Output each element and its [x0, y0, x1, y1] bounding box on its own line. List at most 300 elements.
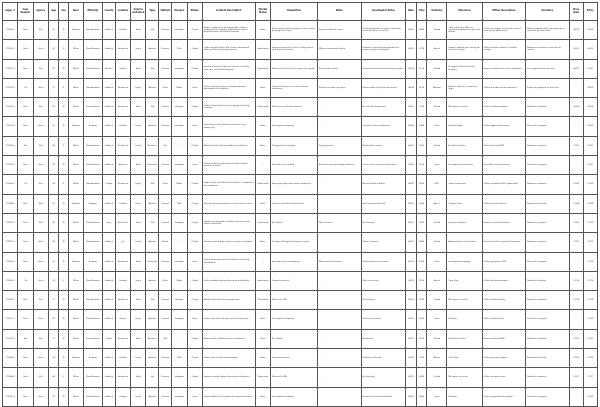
table-cell: Firearm: [159, 40, 172, 59]
table-cell: —: [569, 117, 583, 136]
table-cell: Self: [146, 59, 159, 78]
table-cell: Residence: [115, 329, 130, 348]
table-cell: Narrative complete.: [526, 233, 570, 252]
table-cell: Canvass of area conducted.: [361, 117, 406, 136]
table-cell: Blade: [172, 271, 187, 290]
table-cell: Shot: [18, 252, 33, 271]
table-cell: Spouse located subject deceased in bedroom.: [202, 368, 255, 387]
table-cell: 07/18: [569, 291, 583, 310]
table-cell: M: [59, 117, 68, 136]
table-cell: 171575-1: [3, 329, 18, 348]
table-cell: Assault: [146, 40, 159, 59]
table-cell: M: [59, 59, 68, 78]
table-cell: 06/16: [406, 310, 417, 329]
table-cell: Closed: [187, 368, 202, 387]
table-cell: Other: [33, 40, 48, 59]
table-cell: Hockley: [102, 59, 115, 78]
table-cell: 1120: [416, 59, 427, 78]
table-cell: 171566-1: [3, 291, 18, 310]
table-cell: 07/01: [569, 136, 583, 155]
table-cell: Detective assigned.: [526, 310, 570, 329]
table-cell: Charges filed.: [447, 194, 482, 213]
table-cell: Self: [146, 213, 159, 232]
table-cell: Fatal: [131, 21, 146, 40]
table-cell: Arrest: [427, 271, 447, 290]
table-cell: Suspect arrested.: [271, 349, 318, 368]
table-cell: Closed: [187, 136, 202, 155]
column-header: Entry: [583, 3, 597, 21]
table-cell: Lubbock: [102, 136, 115, 155]
table-cell: Residence: [115, 40, 130, 59]
table-cell: M: [59, 194, 68, 213]
table-cell: 171530-1: [3, 136, 18, 155]
table-cell: 1730: [416, 98, 427, 117]
table-cell: Lubbock: [102, 368, 115, 387]
spreadsheet-page: [2, 2, 598, 398]
table-cell: None: [255, 194, 270, 213]
table-cell: Shot: [18, 21, 33, 40]
table-cell: Inquest complete.: [447, 213, 482, 232]
table-cell: Deputy confirmed no other occupants.: [482, 59, 526, 78]
table-cell: Jail: [115, 233, 130, 252]
table-cell: Officer provided victim resources.: [482, 78, 526, 97]
table-cell: —: [318, 117, 362, 136]
table-cell: Homicide unit investigating.: [271, 252, 318, 271]
table-cell: ME report received.: [447, 291, 482, 310]
table-cell: —: [318, 310, 362, 329]
table-cell: Assault: [146, 310, 159, 329]
table-cell: Residence: [115, 368, 130, 387]
table-cell: Warrant obtained, suspect at large.: [447, 78, 482, 97]
table-cell: 1315: [416, 213, 427, 232]
column-header: Date: [406, 3, 417, 21]
table-cell: Suspect arrested.: [271, 271, 318, 290]
table-cell: Vehicle: [115, 59, 130, 78]
table-cell: Open: [427, 310, 447, 329]
table-cell: F: [59, 136, 68, 155]
table-cell: Fatal: [131, 329, 146, 348]
table-cell: Subject located deceased in garage by family member.: [202, 98, 255, 117]
table-cell: Hispanic: [68, 21, 83, 40]
table-cell: Note located.: [318, 213, 362, 232]
table-cell: Deputy assisted EMS.: [482, 329, 526, 348]
table-cell: 06/20: [583, 40, 597, 59]
table-cell: Lubbock: [102, 291, 115, 310]
table-cell: Injury: [131, 271, 146, 290]
table-cell: Homicide unit notified.: [271, 156, 318, 175]
table-cell: Fall: [18, 329, 33, 348]
table-cell: 171520-1: [3, 98, 18, 117]
table-cell: Deputy secured residence.: [482, 213, 526, 232]
table-cell: 2215: [416, 40, 427, 59]
table-cell: Officer pursued suspect.: [482, 349, 526, 368]
table-cell: Shotgun: [172, 291, 187, 310]
table-cell: Intoxicated: [255, 40, 270, 59]
table-cell: Referred to justice of the peace for inquest.: [271, 59, 318, 78]
table-row: [3, 387, 598, 406]
column-header: Agency: [33, 3, 48, 21]
table-cell: 0630: [416, 368, 427, 387]
table-cell: 06/05: [406, 98, 417, 117]
table-cell: Other: [33, 233, 48, 252]
table-cell: Injury: [131, 349, 146, 368]
table-cell: Cut: [18, 271, 33, 290]
table-cell: 20: [48, 21, 59, 40]
table-cell: Closed: [187, 271, 202, 290]
table-cell: Handgun: [172, 387, 187, 406]
column-header: Notes: [318, 3, 362, 21]
table-cell: White: [68, 175, 83, 194]
table-cell: White: [68, 40, 83, 59]
table-cell: Closed: [187, 329, 202, 348]
table-cell: Outdoor: [115, 349, 130, 368]
table-cell: Evidence collected and submitted to property room for analysis.: [361, 40, 406, 59]
table-cell: Inmate assaulted by another inmate in dayroom.: [202, 233, 255, 252]
table-cell: White: [68, 291, 83, 310]
table-cell: Suspect arrested on scene, charges filed with district attorney.: [271, 40, 318, 59]
table-cell: 07/10: [569, 213, 583, 232]
table-cell: Lubbock: [102, 98, 115, 117]
table-cell: 171580-1: [3, 349, 18, 368]
table-cell: Non-Hispanic: [84, 156, 103, 175]
table-cell: Open: [187, 310, 202, 329]
table-cell: 07/25: [583, 349, 597, 368]
table-cell: 171555-1: [3, 252, 18, 271]
table-cell: Suspect identified and arrested.: [271, 194, 318, 213]
table-row: [3, 368, 598, 387]
table-cell: 29: [48, 194, 59, 213]
table-cell: Lynn: [102, 213, 115, 232]
table-cell: None: [255, 349, 270, 368]
table-cell: Closed: [187, 233, 202, 252]
table-cell: M: [59, 40, 68, 59]
table-cell: 07/08: [569, 194, 583, 213]
table-cell: Open: [427, 387, 447, 406]
table-cell: Fatal: [131, 156, 146, 175]
table-cell: 27: [48, 78, 59, 97]
table-cell: —: [318, 368, 362, 387]
table-cell: —: [569, 156, 583, 175]
table-cell: Closed: [427, 213, 447, 232]
table-cell: Open: [187, 387, 202, 406]
records-table: [2, 2, 598, 407]
column-header: Close Date: [569, 3, 583, 21]
table-cell: Closed: [427, 136, 447, 155]
table-cell: Witness statements taken.: [318, 40, 362, 59]
table-cell: Self: [33, 175, 48, 194]
table-cell: 72: [48, 329, 59, 348]
table-cell: Self: [33, 59, 48, 78]
table-cell: M: [59, 98, 68, 117]
table-cell: Shot: [18, 156, 33, 175]
column-header: Reference: [447, 3, 482, 21]
table-cell: 07/10: [583, 213, 597, 232]
table-cell: Self: [33, 368, 48, 387]
table-cell: Black: [68, 233, 83, 252]
column-header: Sex: [59, 3, 68, 21]
table-cell: Residence: [115, 78, 130, 97]
table-cell: 0130: [416, 78, 427, 97]
table-cell: Non-Hispanic: [84, 329, 103, 348]
table-cell: Self: [146, 368, 159, 387]
table-cell: Administrative action taken.: [447, 233, 482, 252]
table-cell: Non-Hispanic: [84, 310, 103, 329]
table-cell: Hispanic: [84, 252, 103, 271]
table-row: [3, 310, 598, 329]
table-cell: 22: [48, 252, 59, 271]
table-cell: ME report received.: [447, 368, 482, 387]
table-cell: 06/19: [406, 368, 417, 387]
table-cell: None: [255, 310, 270, 329]
table-cell: —: [318, 98, 362, 117]
table-cell: Closed: [427, 59, 447, 78]
table-cell: Cut: [18, 175, 33, 194]
table-cell: EDO: [427, 175, 447, 194]
table-cell: Injury: [131, 310, 146, 329]
table-cell: 06/15: [406, 291, 417, 310]
column-header: County: [102, 3, 115, 21]
table-cell: Closed: [187, 21, 202, 40]
table-cell: Non-Hispanic: [84, 136, 103, 155]
table-cell: Victim stabbed during altercation outside bar.: [202, 271, 255, 290]
table-cell: Handgun: [172, 252, 187, 271]
table-cell: Non-Hispanic: [84, 40, 103, 59]
table-row: [3, 78, 598, 97]
table-cell: 06/22: [569, 59, 583, 78]
table-cell: Investigation ongoing.: [271, 117, 318, 136]
table-cell: 07/01: [583, 136, 597, 155]
table-cell: Case filed.: [447, 271, 482, 290]
table-cell: Knife: [159, 78, 172, 97]
table-cell: Residence: [115, 291, 130, 310]
table-cell: Shot: [18, 59, 33, 78]
table-cell: Residence: [115, 252, 130, 271]
table-cell: Rifle: [172, 40, 187, 59]
table-cell: —: [318, 271, 362, 290]
table-cell: Self: [33, 21, 48, 40]
column-header: Status: [187, 3, 202, 21]
column-header: Race: [68, 3, 83, 21]
table-row: [3, 213, 598, 232]
table-cell: Narrative complete.: [526, 213, 570, 232]
table-cell: Residence: [115, 98, 130, 117]
table-cell: Handgun: [172, 156, 187, 175]
table-cell: Hands: [159, 233, 172, 252]
table-cell: M: [59, 252, 68, 271]
table-cell: Victim found deceased at residence following disturbance.: [202, 252, 255, 271]
table-cell: 07/18: [583, 291, 597, 310]
table-cell: —: [172, 136, 187, 155]
table-cell: Residence: [115, 213, 130, 232]
table-cell: Fall: [159, 136, 172, 155]
table-cell: 0150: [416, 271, 427, 290]
table-cell: Detective assigned.: [526, 387, 570, 406]
table-cell: Firearm: [159, 156, 172, 175]
table-cell: White: [68, 136, 83, 155]
table-cell: 07/20: [583, 310, 597, 329]
table-cell: Elderly male fell down stairs at residence.: [202, 329, 255, 348]
table-row: [3, 252, 598, 271]
table-cell: Residence: [115, 136, 130, 155]
table-cell: —: [569, 252, 583, 271]
table-cell: Shot: [18, 387, 33, 406]
table-cell: None: [255, 387, 270, 406]
table-cell: Suspect fled prior to arrival, warrant requested.: [271, 78, 318, 97]
table-cell: Other: [33, 387, 48, 406]
table-cell: Residence: [115, 175, 130, 194]
table-row: [3, 136, 598, 155]
table-cell: Accident: [146, 136, 159, 155]
table-cell: Lubbock: [102, 271, 115, 290]
table-cell: 06/08: [406, 156, 417, 175]
table-cell: Shot: [18, 310, 33, 329]
table-cell: 171502-1: [3, 40, 18, 59]
table-cell: Family present.: [318, 136, 362, 155]
table-row: [3, 117, 598, 136]
table-cell: Other: [33, 310, 48, 329]
table-cell: Witnesses interviewed.: [318, 252, 362, 271]
table-cell: Non-Hispanic: [84, 78, 103, 97]
table-cell: Depressed: [255, 213, 270, 232]
table-cell: 06/20: [569, 40, 583, 59]
table-cell: 171544-1: [3, 194, 18, 213]
table-cell: No foul play.: [361, 368, 406, 387]
table-cell: 07/27: [569, 368, 583, 387]
table-cell: Blade: [172, 78, 187, 97]
table-cell: 07/12: [569, 233, 583, 252]
table-cell: Narrative attached.: [526, 349, 570, 368]
table-cell: Knife recovered.: [361, 271, 406, 290]
table-cell: —: [569, 310, 583, 329]
table-cell: Open: [427, 117, 447, 136]
table-cell: See supplemental narrative.: [526, 59, 570, 78]
table-cell: 06/14: [583, 21, 597, 40]
table-cell: Business: [115, 156, 130, 175]
table-cell: —: [569, 78, 583, 97]
table-cell: Outdoor: [115, 21, 130, 40]
table-cell: 06/04: [406, 78, 417, 97]
table-cell: Evidence collected.: [361, 349, 406, 368]
table-cell: 06/11: [406, 213, 417, 232]
table-cell: None: [255, 78, 270, 97]
table-cell: M: [59, 387, 68, 406]
table-cell: None: [255, 117, 270, 136]
table-cell: 07/16: [583, 271, 597, 290]
table-cell: 2340: [416, 117, 427, 136]
table-cell: F: [59, 78, 68, 97]
table-cell: 06/25: [583, 78, 597, 97]
column-header: Time: [416, 3, 427, 21]
table-cell: 0320: [416, 252, 427, 271]
table-cell: —: [255, 156, 270, 175]
table-cell: Lubbock: [102, 194, 115, 213]
table-cell: 07/27: [583, 368, 597, 387]
table-cell: 07/16: [569, 271, 583, 290]
table-cell: Handgun: [172, 117, 187, 136]
table-cell: Outdoor: [115, 271, 130, 290]
table-cell: Fatal: [131, 291, 146, 310]
table-cell: ME report received.: [447, 98, 482, 117]
table-cell: —: [255, 252, 270, 271]
table-cell: 26: [48, 310, 59, 329]
table-cell: Officer notified family.: [482, 291, 526, 310]
table-cell: Search warrant executed.: [361, 252, 406, 271]
table-cell: Narrative attached to case file for review.: [526, 40, 570, 59]
table-cell: Officer notified chaplain.: [482, 98, 526, 117]
table-cell: No foul play.: [361, 213, 406, 232]
table-cell: Subject reported to be despondent, officers responded to residence and located subject deceased from self-inflicted wound.: [202, 21, 255, 40]
table-cell: Injury: [131, 233, 146, 252]
table-cell: Handgun: [172, 21, 187, 40]
table-cell: Pending leads.: [447, 117, 482, 136]
table-cell: Shot: [18, 194, 33, 213]
table-cell: Non-Hispanic: [84, 291, 103, 310]
table-row: [3, 59, 598, 78]
column-header: Ethnicity: [84, 3, 103, 21]
table-cell: —: [318, 291, 362, 310]
table-cell: Closed: [187, 98, 202, 117]
table-cell: —: [318, 233, 362, 252]
table-cell: Shot: [18, 40, 33, 59]
table-cell: Firearm: [159, 21, 172, 40]
table-cell: Officer detained suspect.: [482, 271, 526, 290]
table-cell: M: [59, 21, 68, 40]
table-cell: 2010: [416, 291, 427, 310]
table-cell: 07/12: [583, 233, 597, 252]
table-cell: Hispanic: [68, 252, 83, 271]
table-cell: F: [59, 175, 68, 194]
table-cell: Open: [427, 156, 447, 175]
table-cell: 33: [48, 40, 59, 59]
table-cell: Lubbock: [102, 156, 115, 175]
table-cell: Video reviewed.: [361, 233, 406, 252]
column-header: Incident Description: [202, 3, 255, 21]
table-cell: Closed: [427, 368, 447, 387]
table-cell: Subject admitted.: [447, 175, 482, 194]
table-cell: Shot: [18, 349, 33, 368]
table-cell: Vehicle towed and inventoried per policy.: [361, 59, 406, 78]
table-cell: Fatal: [131, 368, 146, 387]
table-cell: Firearm: [159, 349, 172, 368]
table-cell: 171584-1: [3, 368, 18, 387]
table-cell: Self: [33, 329, 48, 348]
table-cell: Officer applied tourniquet.: [482, 117, 526, 136]
table-cell: 34: [48, 349, 59, 368]
column-header: Outcome: [427, 3, 447, 21]
table-cell: Closed: [187, 40, 202, 59]
table-cell: Officer completed EDO paperwork.: [482, 175, 526, 194]
table-cell: Other: [33, 78, 48, 97]
table-cell: Transported to hospital.: [271, 136, 318, 155]
table-cell: Suspect booked into county jail, see arrest report.: [447, 40, 482, 59]
column-header: Narrative: [526, 3, 570, 21]
table-cell: Victim located inside business with multiple gunshot wounds.: [202, 156, 255, 175]
table-cell: Emergency detention order completed.: [271, 175, 318, 194]
table-cell: Firearm: [159, 213, 172, 232]
table-cell: 0840: [416, 21, 427, 40]
table-row: [3, 194, 598, 213]
table-cell: Open: [187, 252, 202, 271]
table-cell: Arrest: [427, 40, 447, 59]
table-cell: No further action.: [447, 329, 482, 348]
table-cell: Photos taken of injuries and scene.: [361, 78, 406, 97]
table-cell: Non-Hispanic: [84, 59, 103, 78]
table-cell: None: [255, 329, 270, 348]
column-header: Location: [115, 3, 130, 21]
table-cell: Mental health notified.: [361, 175, 406, 194]
table-cell: Firearm: [159, 59, 172, 78]
table-cell: Other: [33, 271, 48, 290]
